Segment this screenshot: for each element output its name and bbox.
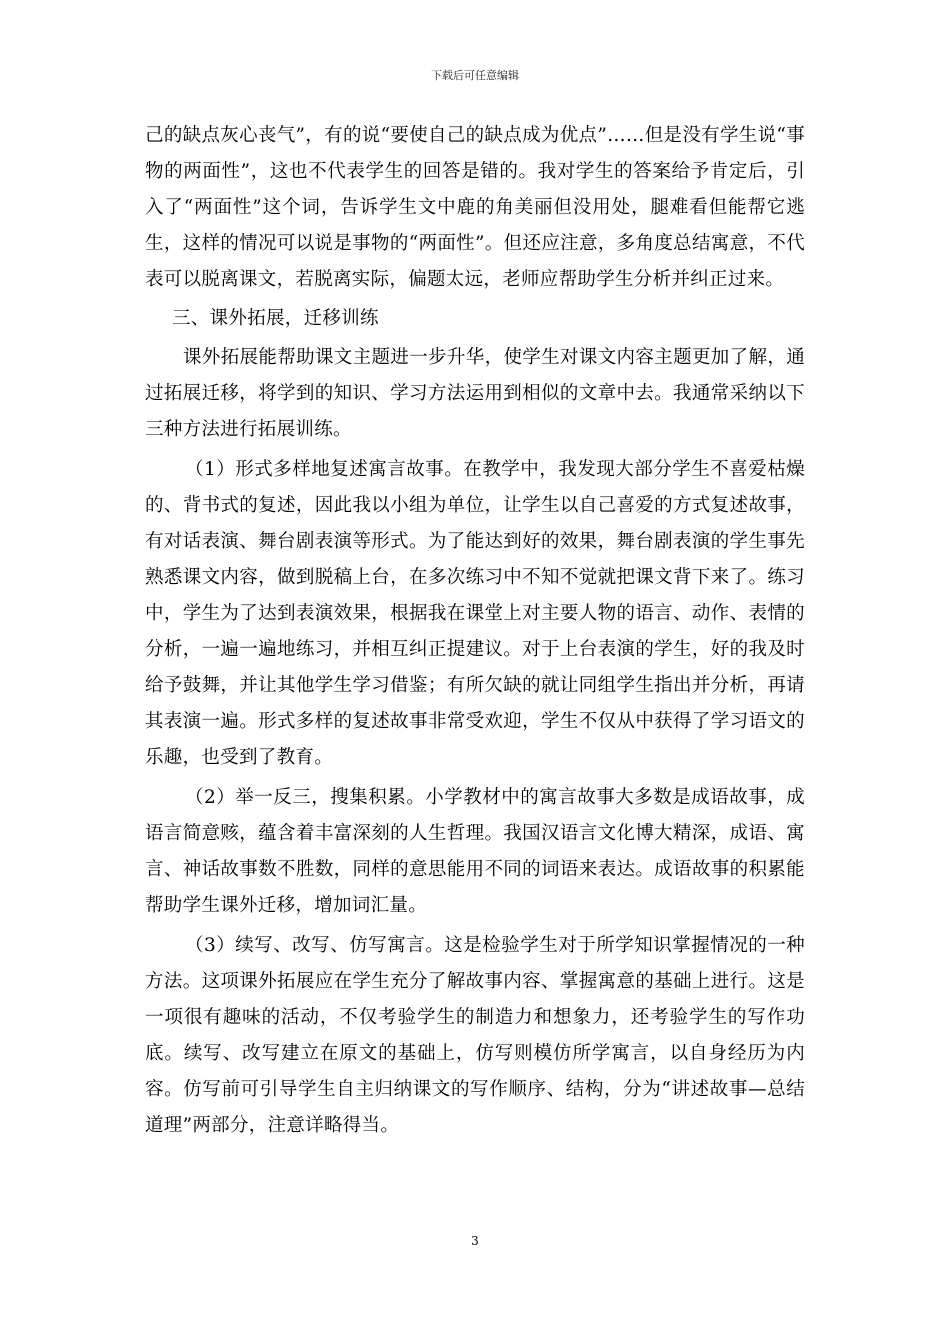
page-header: 下载后可任意编辑 bbox=[431, 69, 519, 82]
page-number: 3 bbox=[471, 1234, 479, 1248]
paragraph-item-3: （3）续写、改写、仿写寓言。这是检验学生对于所学知识掌握情况的一种方法。这项课外拓展应在学生充分了解故事内容、掌握寓意的基础上进行。这是一项很有趣味的活动，不仅考验学生的制造力和想象力，还考验学生的写作功底。续写、改写建立在原文的基础上，仿写则模仿所学寓言，以自身经历为内容。仿写前可引导学生自主归纳课文的写作顺序、结构，分为“讲述故事—总结道理”两部分，注意详略得当。 bbox=[145, 935, 805, 1136]
paragraph-item-2: （2）举一反三，搜集积累。小学教材中的寓言故事大多数是成语故事，成语言简意赅，蕴含着丰富深刻的人生哲理。我国汉语言文化博大精深，成语、寓言、神话故事数不胜数，同样的意思能用不同的词语来表达。成语故事的积累能帮助学生课外迁移，增加词汇量。 bbox=[145, 787, 805, 916]
document-body bbox=[145, 118, 805, 1144]
paragraph-intro: 课外拓展能帮助课文主题进一步升华，使学生对课文内容主题更加了解，通过拓展迁移，将学到的知识、学习方法运用到相似的文章中去。我通常采纳以下三种方法进行拓展训练。 bbox=[145, 347, 805, 440]
paragraph-item-1: （1）形式多样地复述寓言故事。在教学中，我发现大部分学生不喜爱枯燥的、背书式的复述，因此我以小组为单位，让学生以自己喜爱的方式复述故事，有对话表演、舞台剧表演等形式。为了能达到好的效果，舞台剧表演的学生事先熟悉课文内容，做到脱稿上台，在多次练习中不知不觉就把课文背下来了。练习中，学生为了达到表演效果，根据我在课堂上对主要人物的语言、动作、表情的分析，一遍一遍地练习，并相互纠正提建议。对于上台表演的学生，好的我及时给予鼓舞，并让其他学生学习借鉴；有所欠缺的就让同组学生指出并分析，再请其表演一遍。形式多样的复述故事非常受欢迎，学生不仅从中获得了学习语文的乐趣，也受到了教育。 bbox=[145, 459, 805, 768]
section-heading: 三、课外拓展，迁移训练 bbox=[172, 308, 379, 329]
paragraph-continued: 己的缺点灰心丧气”，有的说“要使自己的缺点成为优点”……但是没有学生说“事物的两面性”，这也不代表学生的回答是错的。我对学生的答案给予肯定后，引入了“两面性”这个词，告诉学生文中鹿的角美丽但没用处，腿难看但能帮它逃生，这样的情况可以说是事物的“两面性”。但还应注意，多角度总结寓意，不代表可以脱离课文，若脱离实际，偏题太远，老师应帮助学生分析并纠正过来。 bbox=[145, 125, 805, 290]
